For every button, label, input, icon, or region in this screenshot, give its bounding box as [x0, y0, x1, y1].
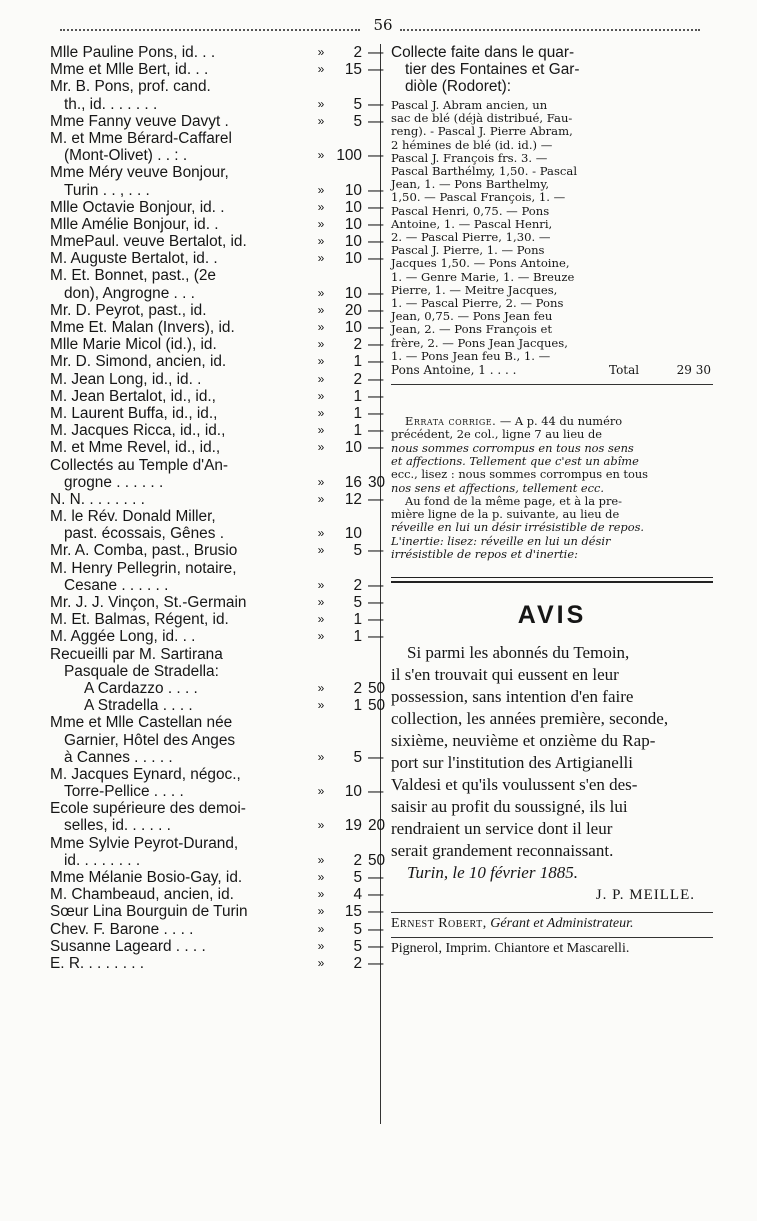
donation-quote: » — [317, 921, 325, 936]
donation-text: N. N. . . . . . . . — [50, 490, 145, 508]
donation-quote: » — [317, 371, 325, 386]
donation-cents: — — [368, 576, 384, 594]
donation-cents: — — [368, 439, 384, 457]
donation-text: Susanne Lageard . . . . — [50, 937, 206, 955]
donation-amount: 12 — [344, 490, 362, 508]
donation-text: grogne . . . . . . — [64, 473, 164, 491]
donation-cents: — — [368, 920, 384, 938]
collecte-line: reng). - Pascal J. Pierre Abram, — [391, 124, 573, 139]
donation-amount: 1 — [353, 697, 362, 715]
donation-cents: 50 — [368, 679, 386, 697]
donation-quote: » — [317, 526, 325, 541]
collecte-line: 2. — Pascal Pierre, 1,30. — — [391, 230, 551, 245]
collecte-line: sac de blé (déjà distribué, Fau- — [391, 111, 573, 126]
collecte-line: Pascal J. François frs. 3. — — [391, 150, 548, 165]
collecte-line: Jean, 1. — Pons Barthelmy, — [391, 177, 550, 192]
donation-text: Mme et Mlle Bert, id. . . — [50, 61, 209, 79]
donation-row — [50, 903, 384, 921]
errata-line: réveille en lui un désir irrésistible de repos. — [391, 520, 645, 535]
collecte-rule — [391, 384, 713, 385]
donation-row — [50, 766, 380, 783]
donation-quote: » — [317, 251, 325, 266]
avis-signature: J. P. MEILLE. — [595, 887, 695, 904]
collecte-line: Pascal J. Pierre, 1. — Pons — [391, 243, 545, 258]
donation-quote: » — [317, 474, 325, 489]
donation-quote: » — [317, 955, 325, 970]
avis-line: serait grandement reconnaissant. — [391, 841, 614, 861]
donation-amount: 10 — [344, 525, 362, 543]
donation-cents: 20 — [368, 817, 386, 835]
donation-text: à Cannes . . . . . — [64, 748, 173, 766]
page-number: 56 — [373, 16, 393, 34]
donation-cents: — — [368, 44, 384, 61]
donation-row — [50, 457, 380, 474]
donation-text: id. . . . . . . . — [64, 851, 141, 869]
donation-amount: 16 — [344, 473, 362, 491]
donation-cents: — — [368, 301, 384, 319]
donation-row — [50, 490, 384, 508]
donation-amount: 5 — [353, 937, 362, 955]
donation-quote: » — [317, 337, 325, 352]
donation-quote: » — [317, 354, 325, 369]
footer-printer: Pignerol, Imprim. Chiantore et Mascarelli. — [391, 941, 630, 957]
donation-row — [50, 611, 384, 629]
donation-cents: — — [368, 215, 384, 233]
avis-line: rendraient un service dont il leur — [391, 819, 613, 839]
donation-cents: — — [368, 490, 384, 508]
donation-text: Mme et Mlle Castellan née — [50, 714, 233, 732]
donation-cents: — — [368, 198, 384, 216]
donation-row — [50, 542, 384, 560]
donation-row — [50, 473, 386, 491]
donation-quote: » — [317, 887, 325, 902]
donation-cents: — — [368, 594, 384, 611]
donation-amount: 10 — [344, 250, 362, 268]
donation-text: Garnier, Hôtel des Anges — [64, 731, 236, 749]
donation-amount: 2 — [353, 954, 362, 972]
collecte-line: frère, 2. — Pons Jean Jacques, — [391, 335, 568, 350]
donation-row — [50, 439, 384, 457]
donation-amount: 19 — [344, 817, 362, 835]
donation-quote: » — [317, 612, 325, 627]
donation-text: Sœur Lina Bourguin de Turin — [50, 903, 248, 921]
donation-cents: — — [368, 370, 384, 388]
donation-text: A Cardazzo . . . . — [84, 679, 198, 697]
donation-amount: 1 — [353, 611, 362, 629]
donation-cents: — — [368, 404, 384, 422]
donation-amount: 5 — [353, 920, 362, 938]
avis-line: sixième, neuvième et onzième du Rap- — [391, 731, 656, 751]
donation-text: M. Et. Bonnet, past., (2e — [50, 267, 216, 285]
donation-text: selles, id. . . . . . — [64, 817, 171, 835]
donation-amount: 2 — [353, 851, 362, 869]
donation-text: Mme Fanny veuve Davyt . — [50, 112, 229, 130]
donation-text: M. Et. Balmas, Régent, id. — [50, 611, 229, 629]
donation-cents: — — [368, 112, 384, 130]
donation-cents: — — [368, 422, 384, 440]
collecte-total-value: 29 30 — [676, 363, 711, 378]
donation-row — [50, 954, 384, 972]
donation-cents: — — [368, 284, 384, 302]
gerant-name: Ernest Robert, — [391, 916, 487, 932]
donation-row — [50, 594, 384, 611]
donation-cents: 50 — [368, 851, 386, 869]
donation-amount: 1 — [353, 404, 362, 422]
donation-quote: » — [317, 113, 325, 128]
donation-amount: 10 — [344, 181, 362, 199]
donation-text: Mlle Pauline Pons, id. . . — [50, 44, 216, 61]
donation-cents: — — [368, 869, 384, 886]
donation-text: M. Chambeaud, ancien, id. — [50, 886, 234, 904]
errata-line: L'inertie: lisez: réveille en lui un désir — [391, 533, 611, 548]
collecte-line: 1. — Genre Marie, 1. — Breuze — [391, 269, 575, 284]
collecte-line: 1. — Pascal Pierre, 2. — Pons — [391, 296, 564, 311]
donation-row — [50, 404, 384, 422]
donation-quote: » — [317, 285, 325, 300]
donation-quote: » — [317, 870, 325, 884]
donation-row — [50, 663, 380, 680]
donation-row — [50, 697, 386, 715]
donation-row — [50, 301, 384, 319]
donation-amount: 5 — [353, 95, 362, 113]
donation-amount: 10 — [344, 233, 362, 251]
donation-text: th., id. . . . . . . — [64, 95, 158, 113]
donation-cents: — — [368, 886, 384, 904]
donation-text: Mr. A. Comba, past., Brusio — [50, 542, 238, 560]
donation-quote: » — [317, 199, 325, 214]
collecte-line: Pascal Henri, 0,75. — Pons — [391, 203, 550, 218]
page-header — [50, 18, 710, 38]
donation-cents: — — [368, 233, 384, 251]
donation-text: Mr. D. Peyrot, past., id. — [50, 301, 207, 319]
donation-amount: 10 — [344, 198, 362, 216]
collecte-line: Pascal Barthélmy, 1,50. - Pascal — [391, 164, 578, 179]
avis-line: port sur l'institution des Artigianelli — [391, 753, 633, 773]
donation-amount: 2 — [353, 576, 362, 594]
donation-row — [50, 336, 384, 354]
donation-amount: 1 — [353, 422, 362, 440]
donation-text: M. le Rév. Donald Miller, — [50, 508, 216, 526]
donation-quote: » — [317, 234, 325, 249]
collecte-heading-line: tier des Fontaines et Gar- — [405, 61, 580, 78]
donation-row — [50, 525, 380, 542]
donation-row — [50, 732, 380, 749]
donation-amount: 1 — [353, 387, 362, 405]
donation-cents: — — [368, 61, 384, 79]
donation-row — [50, 937, 384, 955]
collecte-total-name: Pons Antoine, 1 . . . . — [391, 363, 517, 378]
donation-row — [50, 576, 384, 594]
donation-quote: » — [317, 182, 325, 197]
donation-cents: — — [368, 628, 384, 646]
donation-text: Mr. B. Pons, prof. cand. — [50, 78, 211, 96]
donation-quote: » — [317, 595, 325, 609]
donation-quote: » — [317, 938, 325, 953]
donation-row — [50, 679, 386, 697]
donation-quote: » — [317, 852, 325, 867]
donation-amount: 100 — [336, 147, 362, 165]
avis-line: il s'en trouvait qui eussent en leur — [391, 665, 619, 685]
donation-amount: 2 — [353, 336, 362, 354]
donation-cents: — — [368, 611, 384, 629]
donation-amount: 2 — [353, 370, 362, 388]
donation-cents: — — [368, 903, 384, 921]
right-column — [391, 44, 713, 960]
errata-first-line — [391, 415, 713, 428]
donation-text: M. Auguste Bertalot, id. . — [50, 250, 218, 268]
donation-text: Mr. J. J. Vinçon, St.-Germain — [50, 594, 247, 611]
donation-quote: » — [317, 491, 325, 506]
donation-amount: 10 — [344, 319, 362, 336]
donation-amount: 1 — [353, 628, 362, 646]
donation-row — [50, 250, 384, 268]
donation-quote: » — [317, 423, 325, 438]
donation-cents: — — [368, 387, 384, 405]
errata-line: ecc., lisez : nous sommes corrompus en tous — [391, 467, 649, 482]
donation-text: M. Laurent Buffa, id., id., — [50, 404, 218, 422]
errata-line: mière ligne de la p. suivante, au lieu de — [391, 507, 620, 522]
donation-row — [50, 628, 384, 646]
donation-text: Mme Mélanie Bosio-Gay, id. — [50, 869, 243, 886]
errata-block — [391, 415, 713, 561]
donation-text: Pasquale de Stradella: — [64, 662, 219, 680]
collecte-line: Jacques 1,50. — Pons Antoine, — [391, 256, 570, 271]
donation-quote: » — [317, 440, 325, 455]
donation-quote: » — [317, 818, 325, 833]
avis-date: Turin, le 10 février 1885. — [407, 863, 578, 883]
header-ornament-right — [400, 29, 700, 31]
donation-quote: » — [317, 148, 325, 163]
donation-row — [50, 886, 384, 904]
donation-text: Cesane . . . . . . — [64, 576, 169, 594]
donation-text: Chev. F. Barone . . . . — [50, 920, 194, 938]
donation-row — [50, 851, 386, 869]
donation-text: MmePaul. veuve Bertalot, id. — [50, 233, 247, 251]
errata-line: nos sens et affections, tellement ecc. — [391, 480, 605, 495]
donation-row — [50, 869, 384, 886]
donation-text: M. Henry Pellegrin, notaire, — [50, 559, 237, 577]
donation-row — [50, 835, 380, 852]
donation-row — [50, 370, 384, 388]
donation-cents: 30 — [368, 473, 386, 491]
donation-cents: — — [368, 542, 384, 560]
donation-quote: » — [317, 629, 325, 644]
donation-cents: — — [368, 181, 384, 199]
donation-quote: » — [317, 405, 325, 420]
donation-quote: » — [317, 388, 325, 403]
collecte-total-line — [391, 363, 713, 378]
donation-row — [50, 387, 384, 405]
donation-text: A Stradella . . . . — [84, 697, 193, 715]
avis-line: saisir au profit du soussigné, ils lui — [391, 797, 628, 817]
donation-row — [50, 164, 380, 181]
donation-quote: » — [317, 577, 325, 592]
donation-text: E. R. . . . . . . . — [50, 954, 145, 972]
donation-text: Torre-Pellice . . . . — [64, 783, 184, 801]
donation-cents: — — [368, 319, 384, 336]
donation-row — [50, 181, 384, 199]
donation-quote: » — [317, 45, 325, 59]
errata-line: Au fond de la même page, et à la pre- — [405, 493, 623, 508]
donation-quote: » — [317, 302, 325, 317]
donation-list — [50, 44, 386, 972]
donation-text: (Mont-Olivet) . . : . — [64, 147, 188, 165]
donation-amount: 15 — [344, 61, 362, 79]
donation-text: M. Jacques Ricca, id., id., — [50, 422, 226, 440]
donation-text: M. Jean Long, id., id. . — [50, 370, 202, 388]
errata-line: et affections. Tellement que c'est un abîme — [391, 453, 639, 468]
donation-text: Recueilli par M. Sartirana — [50, 645, 223, 663]
donation-text: Turin . . , . . . — [64, 181, 150, 199]
donation-row — [50, 215, 384, 233]
donation-row — [50, 267, 380, 284]
avis-line: possession, sans intention d'en faire — [391, 687, 634, 707]
donation-cents: — — [368, 250, 384, 268]
donation-row — [50, 353, 384, 371]
donation-row — [50, 61, 384, 79]
collecte-line: Jean, 2. — Pons François et — [391, 322, 552, 337]
donation-cents: — — [368, 748, 384, 766]
donation-text: M. et Mme Revel, id., id., — [50, 439, 221, 457]
donation-quote: » — [317, 543, 325, 558]
donation-amount: 5 — [353, 542, 362, 560]
donation-row — [50, 714, 380, 731]
donation-row — [50, 748, 384, 766]
donation-text: don), Angrogne . . . — [64, 284, 195, 302]
donation-amount: 5 — [353, 112, 362, 130]
donation-row — [50, 78, 380, 95]
donation-text: Mme Et. Malan (Invers), id. — [50, 319, 235, 336]
avis-line: Si parmi les abonnés du Temoin, — [407, 643, 630, 663]
donation-cents: — — [368, 937, 384, 955]
errata-head: Errata corrige. — [405, 414, 497, 429]
section-double-rule — [391, 577, 713, 583]
collecte-line: Pascal J. Abram ancien, un — [391, 98, 548, 112]
donation-quote: » — [317, 96, 325, 111]
collecte-line: Pierre, 1. — Meitre Jacques, — [391, 282, 558, 297]
avis-line: Valdesi et qu'ils voulussent s'en des- — [391, 775, 638, 795]
header-ornament-left — [60, 29, 360, 31]
errata-line: irrésistible de repos et d'inertie: — [391, 547, 578, 562]
donation-amount: 5 — [353, 748, 362, 766]
avis-line: collection, les années première, seconde, — [391, 709, 669, 729]
donation-row — [50, 284, 384, 302]
donation-row — [50, 95, 384, 113]
errata-line: précédent, 2e col., ligne 7 au lieu de — [391, 427, 603, 442]
collecte-line: Jean, 0,75. — Pons Jean feu — [391, 309, 553, 324]
donation-text: Mlle Marie Micol (id.), id. — [50, 336, 217, 354]
collecte-heading-line: diòle (Rodoret): — [405, 78, 512, 95]
donation-amount: 2 — [353, 44, 362, 61]
donation-text: M. Aggée Long, id. . . — [50, 628, 196, 646]
donation-row — [50, 44, 384, 61]
donation-cents: — — [368, 954, 384, 972]
donation-row — [50, 422, 384, 440]
donation-cents: 50 — [368, 697, 386, 715]
donation-amount: 15 — [344, 903, 362, 921]
donation-row — [50, 130, 380, 147]
donation-text: Mme Méry veuve Bonjour, — [50, 164, 229, 182]
donation-cents: — — [368, 336, 384, 354]
donation-quote: » — [317, 320, 325, 334]
donation-row — [50, 920, 384, 938]
donation-cents: — — [368, 95, 384, 113]
donation-amount: 5 — [353, 869, 362, 886]
collecte-line: 1,50. — Pascal François, 1. — — [391, 190, 566, 205]
donation-amount: 10 — [344, 439, 362, 457]
donation-quote: » — [317, 680, 325, 695]
donation-text: Ecole supérieure des demoi- — [50, 800, 246, 818]
donation-text: Mme Sylvie Peyrot-Durand, — [50, 834, 239, 852]
donation-row — [50, 783, 384, 801]
donation-amount: 10 — [344, 215, 362, 233]
donation-text: Mlle Octavie Bonjour, id. . — [50, 198, 225, 216]
donation-amount: 4 — [353, 886, 362, 904]
donation-row — [50, 198, 384, 216]
donation-amount: 5 — [353, 594, 362, 611]
donation-quote: » — [317, 698, 325, 713]
donation-row — [50, 560, 380, 577]
collecte-line: 1. — Pons Jean feu B., 1. — — [391, 348, 551, 363]
errata-line: nous sommes corrompus en tous nos sens — [391, 440, 634, 455]
donation-text: Mlle Amélie Bonjour, id. . — [50, 215, 219, 233]
donation-text: M. Jacques Eynard, négoc., — [50, 765, 241, 783]
donation-quote: » — [317, 904, 325, 919]
gerant-role: Gérant et Administrateur. — [490, 916, 634, 932]
donation-cents: — — [368, 783, 384, 801]
collecte-line: 2 hémines de blé (id. id.) — — [391, 137, 553, 152]
donation-row — [50, 147, 384, 165]
donation-quote: » — [317, 784, 325, 799]
donation-quote: » — [317, 216, 325, 231]
collecte-body — [391, 99, 713, 363]
donation-amount: 20 — [344, 301, 362, 319]
donation-amount: 1 — [353, 353, 362, 371]
donation-text: past. écossais, Gênes . — [64, 525, 224, 543]
donation-row — [50, 800, 380, 817]
donation-text: Mr. D. Simond, ancien, id. — [50, 353, 227, 371]
donation-amount: 2 — [353, 679, 362, 697]
donation-row — [50, 817, 386, 835]
donation-text: Collectés au Temple d'An- — [50, 456, 229, 474]
donation-row — [50, 508, 380, 525]
avis-body — [391, 642, 713, 862]
donation-row — [50, 319, 384, 336]
donation-text: M. et Mme Bérard-Caffarel — [50, 129, 232, 147]
collecte-line: Antoine, 1. — Pascal Henri, — [391, 216, 553, 231]
donation-amount: 10 — [344, 284, 362, 302]
avis-title: AVIS — [517, 601, 587, 630]
collecte-heading-line: Collecte faite dans le quar- — [391, 44, 575, 61]
donation-row — [50, 646, 380, 663]
donation-quote: » — [317, 749, 325, 764]
donation-row — [50, 112, 384, 130]
donation-cents: — — [368, 353, 384, 371]
donation-text: M. Jean Bertalot, id., id., — [50, 387, 216, 405]
collecte-total-label: Total — [609, 363, 640, 378]
collecte-heading — [391, 44, 713, 95]
footer-gerant — [391, 913, 713, 935]
donation-cents: — — [368, 147, 384, 165]
donation-row — [50, 233, 384, 251]
donation-amount: 10 — [344, 783, 362, 801]
donation-quote: » — [317, 62, 325, 77]
errata-line: — A p. 44 du numéro — [499, 414, 623, 429]
